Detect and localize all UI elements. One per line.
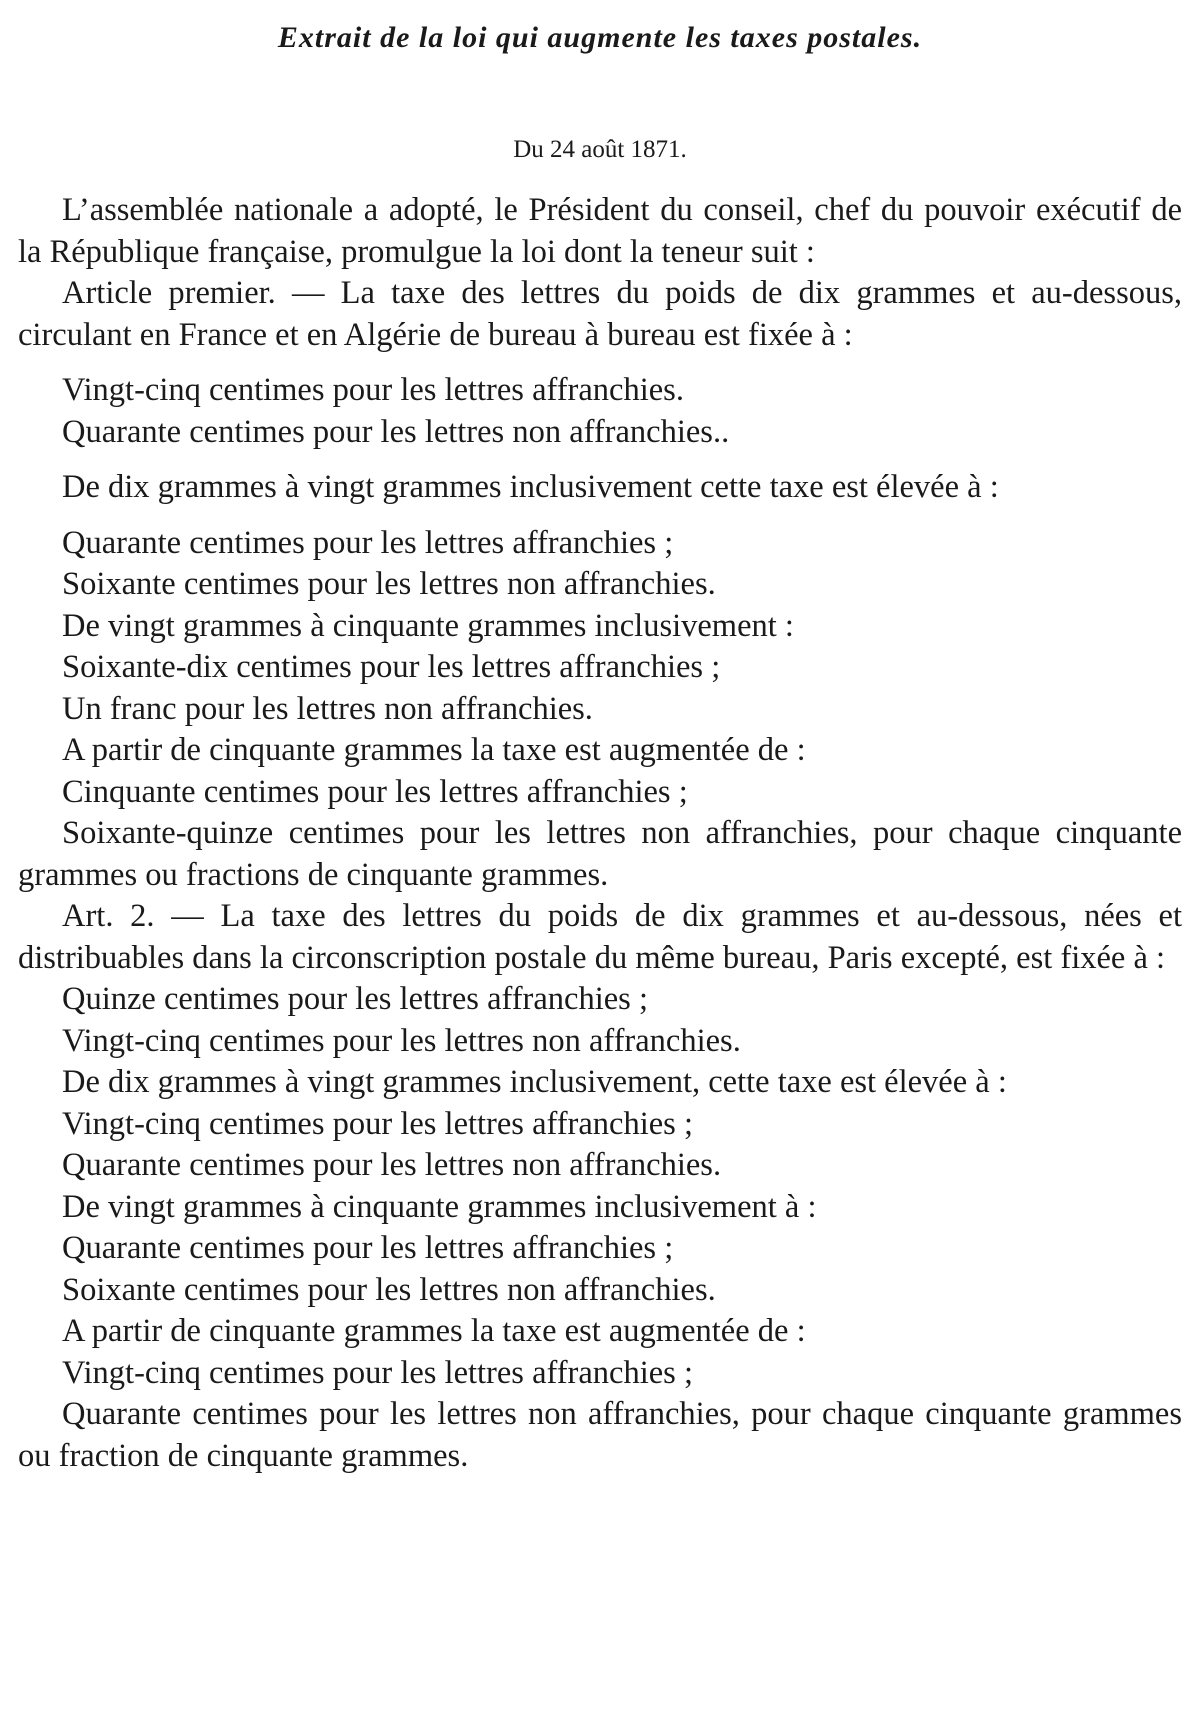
paragraph-line: Quarante centimes pour les lettres affranchies ; bbox=[62, 1230, 674, 1266]
paragraph-line: Vingt-cinq centimes pour les lettres affranchies. bbox=[62, 372, 684, 408]
paragraph-article-2: Art. 2. — La taxe des lettres du poids de dix grammes et au-dessous, nées et distribuables dans la circonscription postale du même bureau, Paris excepté, est fixée à : bbox=[18, 898, 1182, 976]
paragraph-line: De vingt grammes à cinquante grammes inclusivement à : bbox=[62, 1188, 817, 1225]
paragraph-preamble: L’assemblée nationale a adopté, le Président du conseil, chef du pouvoir exécutif de la République française, promulgue la loi dont la teneur suit : bbox=[18, 192, 1182, 270]
paragraph-line: Cinquante centimes pour les lettres affranchies ; bbox=[62, 773, 688, 810]
paragraph-line: Soixante-dix centimes pour les lettres affranchies ; bbox=[62, 649, 721, 685]
paragraph-line: Quarante centimes pour les lettres non affranchies. bbox=[62, 1147, 722, 1183]
paragraph-line: Vingt-cinq centimes pour les lettres non affranchies. bbox=[62, 1022, 741, 1059]
document-date: Du 24 août 1871. bbox=[513, 136, 687, 163]
paragraph-line: Soixante-quinze centimes pour les lettres non affranchies, pour chaque cinquante grammes ou fractions de cinquante grammes. bbox=[18, 815, 1182, 893]
paragraph-line: Quarante centimes pour les lettres non affranchies.. bbox=[62, 413, 730, 450]
paragraph-line: Vingt-cinq centimes pour les lettres affranchies ; bbox=[62, 1354, 693, 1391]
paragraph-line: Quarante centimes pour les lettres affranchies ; bbox=[62, 524, 674, 561]
paragraph-line: De dix grammes à vingt grammes inclusivement cette taxe est élevée à : bbox=[62, 469, 999, 505]
document-title: Extrait de la loi qui augmente les taxes postales. bbox=[277, 21, 923, 54]
paragraph-line: Un franc pour les lettres non affranchies. bbox=[62, 690, 593, 727]
paragraph-line: Soixante centimes pour les lettres non affranchies. bbox=[62, 566, 716, 602]
paragraph-article-1: Article premier. — La taxe des lettres du poids de dix grammes et au-dessous, circulant en France et en Algérie de bureau à bureau est fixée à : bbox=[18, 275, 1182, 353]
paragraph-line: A partir de cinquante grammes la taxe est augmentée de : bbox=[62, 1313, 806, 1349]
paragraph-line: Soixante centimes pour les lettres non affranchies. bbox=[62, 1271, 716, 1308]
paragraph-line: De vingt grammes à cinquante grammes inclusivement : bbox=[62, 607, 794, 644]
paragraph-line: Quinze centimes pour les lettres affranchies ; bbox=[62, 981, 648, 1017]
paragraph-line: Quarante centimes pour les lettres non affranchies, pour chaque cinquante grammes ou fraction de cinquante grammes. bbox=[18, 1396, 1182, 1474]
paragraph-line: Vingt-cinq centimes pour les lettres affranchies ; bbox=[62, 1105, 693, 1142]
paragraph-line: De dix grammes à vingt grammes inclusivement, cette taxe est élevée à : bbox=[62, 1064, 1007, 1100]
document-body bbox=[18, 190, 1182, 1477]
paragraph-line: A partir de cinquante grammes la taxe est augmentée de : bbox=[62, 732, 806, 768]
